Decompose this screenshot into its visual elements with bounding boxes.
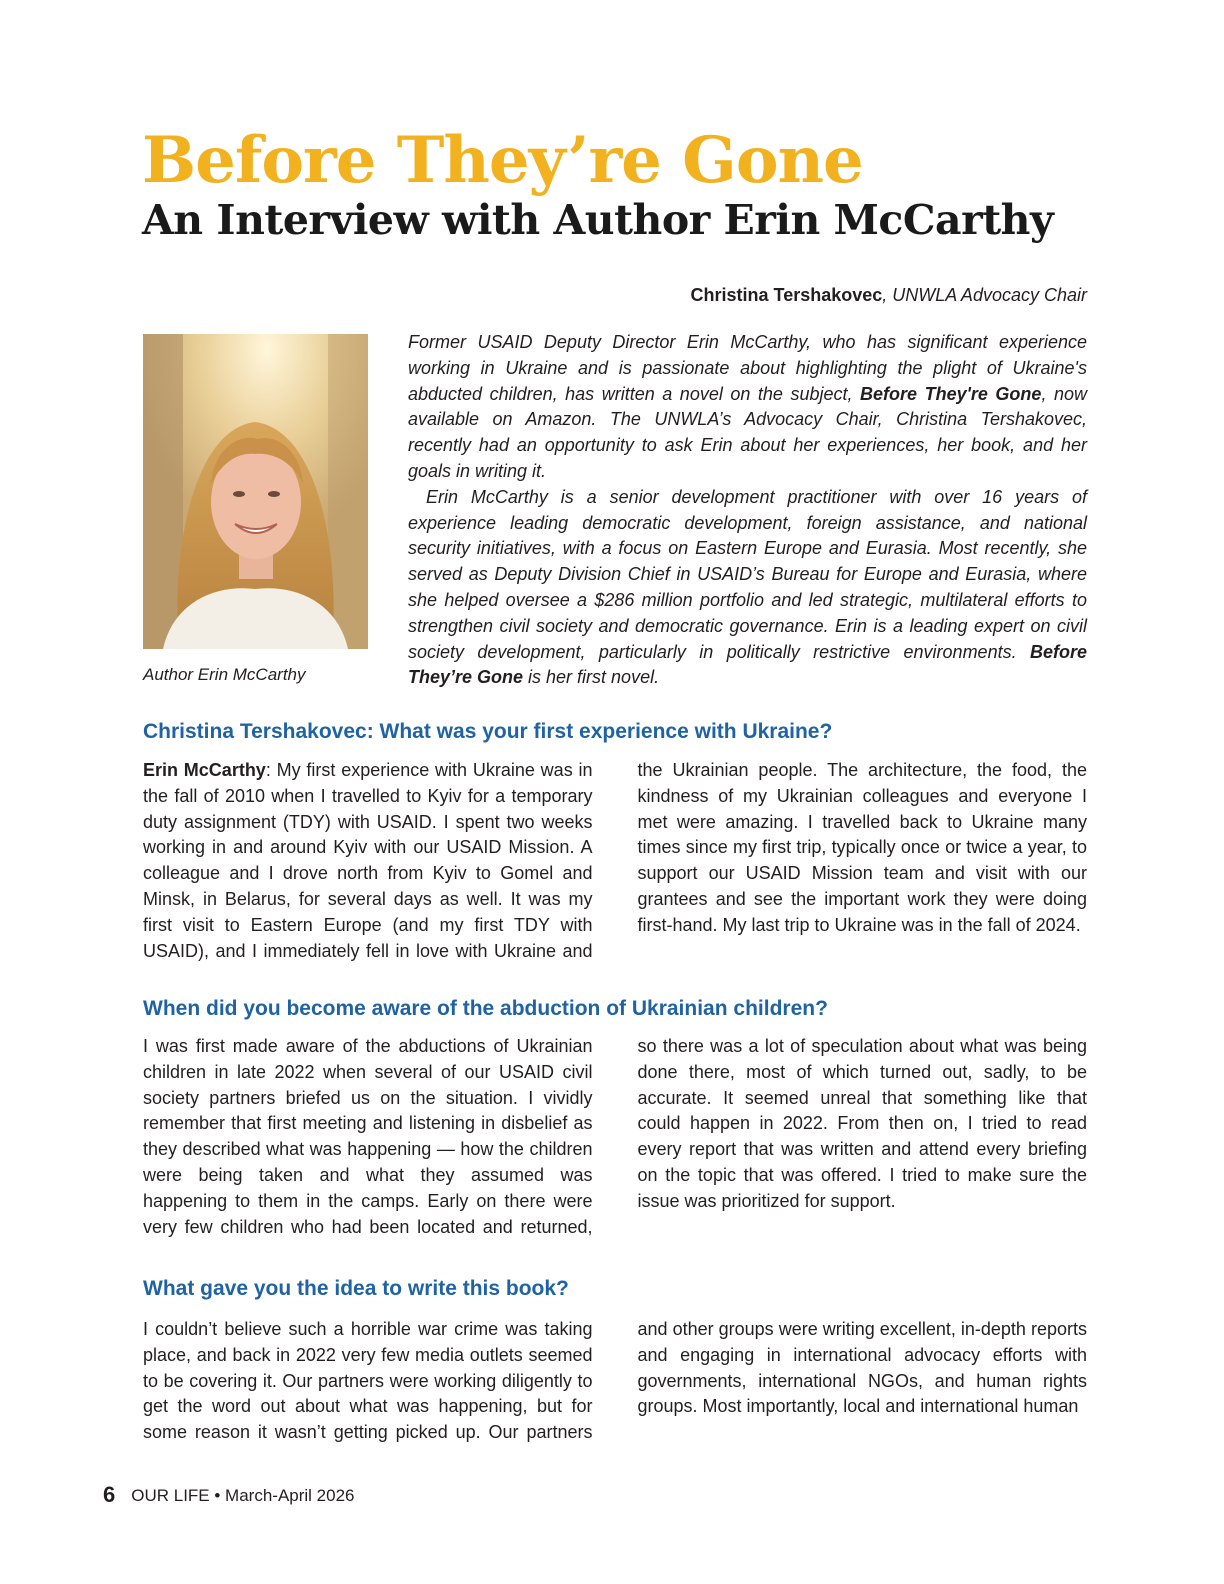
article-title: Before They’re Gone bbox=[142, 123, 863, 198]
byline bbox=[691, 283, 1087, 307]
article-subtitle: An Interview with Author Erin McCarthy bbox=[142, 196, 1054, 244]
page-number: 6 bbox=[103, 1482, 116, 1507]
intro-paragraph: Former USAID Deputy Director Erin McCarthy, who has significant experience working in Ukraine and is passionate about highlighting the plight of Ukraine's abducted children, has written a novel on the subject, Before They're Gone, now available on Amazon. The UNWLA’s Advocacy Chair, Christina Tershakovec, recently had an opportunity to ask Erin about her experiences, her book, and her goals in writing it. bbox=[408, 332, 1087, 481]
question-heading: When did you become aware of the abduction of Ukrainian children? bbox=[143, 997, 828, 1020]
publication-info: OUR LIFE • March-April 2026 bbox=[131, 1486, 355, 1505]
photo-caption: Author Erin McCarthy bbox=[143, 665, 306, 684]
answer-columns bbox=[143, 758, 1087, 968]
page-footer bbox=[103, 1482, 355, 1509]
answer-paragraph: I was first made aware of the abductions of Ukrainian children in late 2022 when several of our USAID civil society partners briefed us on the situation. I vividly remember that first meeting and listening in disbelief as they described what was happening — how the children were being taken and what they assumed was happening to them in the camps. Early on there were very few children who had been located and returned, so there was a lot of speculation about what was being done there, most of which turned out, sadly, to be accurate. It seemed unreal that something like that could happen in 2022. From then on, I tried to read every report that was written and attend every briefing on the topic that was offered. I tried to make sure the issue was prioritized for support. bbox=[143, 1036, 1087, 1237]
byline-role: , UNWLA Advocacy Chair bbox=[882, 285, 1087, 305]
book-title: Before They’re Gone bbox=[408, 641, 1087, 688]
question-heading: What gave you the idea to write this book? bbox=[143, 1277, 569, 1300]
book-title: Before They're Gone bbox=[860, 383, 1042, 404]
intro-paragraph: Erin McCarthy is a senior development practitioner with over 16 years of experience leading democratic development, foreign assistance, and national security initiatives, with a focus on Eastern Europe and Eurasia. Most recently, she served as Deputy Division Chief in USAID’s Bureau for Europe and Eurasia, where she helped oversee a $286 million portfolio and led strategic, multilateral efforts to strengthen civil society and democratic governance. Erin is a leading expert on civil society development, particularly in politically restrictive environments. Before They’re Gone is her first novel. bbox=[408, 486, 1087, 688]
byline-author: Christina Tershakovec bbox=[690, 285, 883, 305]
question-heading: Christina Tershakovec: What was your first experience with Ukraine? bbox=[143, 720, 833, 743]
answer-columns bbox=[143, 1317, 1087, 1449]
answer-paragraph: I couldn’t believe such a horrible war crime was taking place, and back in 2022 very few media outlets seemed to be covering it. Our partners were working diligently to get the word out about what was happening, but for some reason it wasn’t getting picked up. Our partners and other groups were writing excellent, in-depth reports and engaging in international advocacy efforts with governments, international NGOs, and human rights groups. Most importantly, local and international human bbox=[143, 1319, 1087, 1443]
author-photo bbox=[143, 334, 368, 649]
answer-columns bbox=[143, 1034, 1087, 1244]
speaker-name: Erin McCarthy bbox=[143, 760, 266, 780]
answer-paragraph: Erin McCarthy: My first experience with Ukraine was in the fall of 2010 when I travelled to Kyiv for a temporary duty assignment (TDY) with USAID. I spent two weeks working in and around Kyiv with our USAID Mission. A colleague and I drove north from Kyiv to Gomel and Minsk, in Belarus, for several days as well. It was my first visit to Eastern Europe (and my first TDY with USAID), and I immediately fell in love with Ukraine and the Ukrainian people. The architecture, the food, the kindness of my Ukrainian colleagues and everyone I met were amazing. I travelled back to Ukraine many times since my first trip, typically once or twice a year, to support our USAID Mission team and visit with our grantees and see the important work they were doing first-hand. My last trip to Ukraine was in the fall of 2024. bbox=[143, 760, 1087, 961]
intro-text bbox=[408, 330, 1087, 691]
